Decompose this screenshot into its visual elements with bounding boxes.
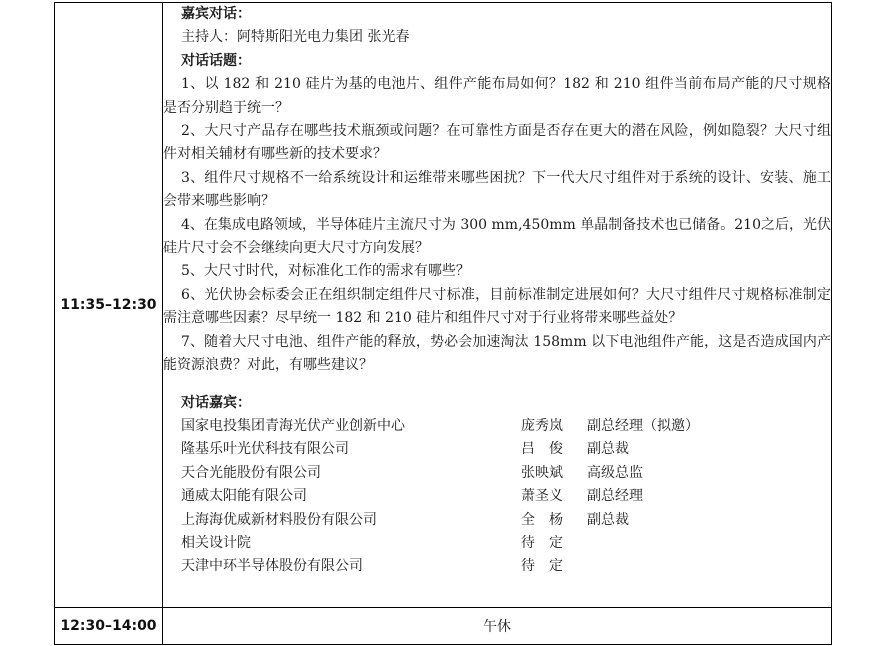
guest-row [163, 438, 831, 461]
guest-name: 全 杨 [521, 511, 563, 528]
guest-row [163, 509, 831, 532]
guest-organization: 相关设计院 [181, 534, 251, 551]
guest-row [163, 415, 831, 438]
guest-title: 副总裁 [587, 441, 629, 458]
session-host: 主持人：阿特斯阳光电力集团 张光春 [181, 29, 410, 46]
agenda-row [55, 608, 832, 645]
guest-name: 庞秀岚 [521, 417, 563, 434]
guest-title: 副总经理（拟邀） [587, 417, 699, 434]
topics-heading: 对话话题： [181, 52, 251, 69]
guest-row [163, 462, 831, 485]
agenda-row [55, 3, 832, 608]
time-slot: 12:30–14:00 [55, 608, 163, 645]
topic-item: 2、大尺寸产品存在哪些技术瓶颈或问题？在可靠性方面是否存在更大的潜在风险，例如隐裂？大尺寸组件对相关辅材有哪些新的技术要求？ [163, 123, 831, 163]
spacer [163, 378, 831, 392]
guest-title: 副总裁 [587, 511, 629, 528]
guest-organization: 上海海优威新材料股份有限公司 [181, 511, 377, 528]
guest-name: 待 定 [521, 558, 563, 575]
topic-item: 3、组件尺寸规格不一给系统设计和运维带来哪些困扰？下一代大尺寸组件对于系统的设计、安装、施工会带来哪些影响？ [163, 169, 831, 210]
session-content [163, 3, 832, 608]
guest-row [163, 555, 831, 578]
topic-item: 1、以 182 和 210 硅片为基的电池片、组件产能布局如何？182 和 210 组件当前布局产能的尺寸规格是否分别趋于统一？ [163, 76, 831, 116]
session-title: 嘉宾对话： [181, 6, 251, 22]
guest-row [163, 485, 831, 508]
guest-title: 副总经理 [587, 488, 643, 505]
agenda-table [54, 2, 832, 645]
guest-name: 萧圣义 [521, 488, 563, 505]
guest-name: 张映斌 [521, 464, 563, 481]
topic-item: 7、随着大尺寸电池、组件产能的释放，势必会加速淘汰 158mm 以下电池组件产能，这是否造成国内产能资源浪费？对此，有哪些建议？ [163, 333, 831, 374]
guest-name: 待 定 [521, 534, 563, 551]
topic-item: 5、大尺寸时代，对标准化工作的需求有哪些？ [181, 263, 470, 280]
guest-organization: 通威太阳能有限公司 [181, 488, 307, 505]
guest-organization: 天合光能股份有限公司 [181, 464, 321, 481]
guest-organization: 天津中环半导体股份有限公司 [181, 558, 363, 575]
topic-item: 4、在集成电路领域，半导体硅片主流尺寸为 300 mm,450mm 单晶制备技术也已储备。210之后，光伏硅片尺寸会不会继续向更大尺寸方向发展？ [163, 216, 831, 257]
guest-organization: 隆基乐叶光伏科技有限公司 [181, 441, 349, 458]
guest-organization: 国家电投集团青海光伏产业创新中心 [181, 417, 405, 434]
guests-heading: 对话嘉宾： [181, 394, 251, 411]
session-activity: 午休 [163, 608, 832, 645]
guest-name: 吕 俊 [521, 441, 563, 458]
time-slot: 11:35–12:30 [55, 3, 163, 608]
guest-title: 高级总监 [587, 464, 643, 481]
topic-item: 6、光伏协会标委会正在组织制定组件尺寸标准，目前标准制定进展如何？大尺寸组件尺寸规格标准制定需注意哪些因素？尽早统一 182 和 210 硅片和组件尺寸对于行业将带来哪些益处？ [163, 286, 831, 327]
guest-row [163, 532, 831, 555]
